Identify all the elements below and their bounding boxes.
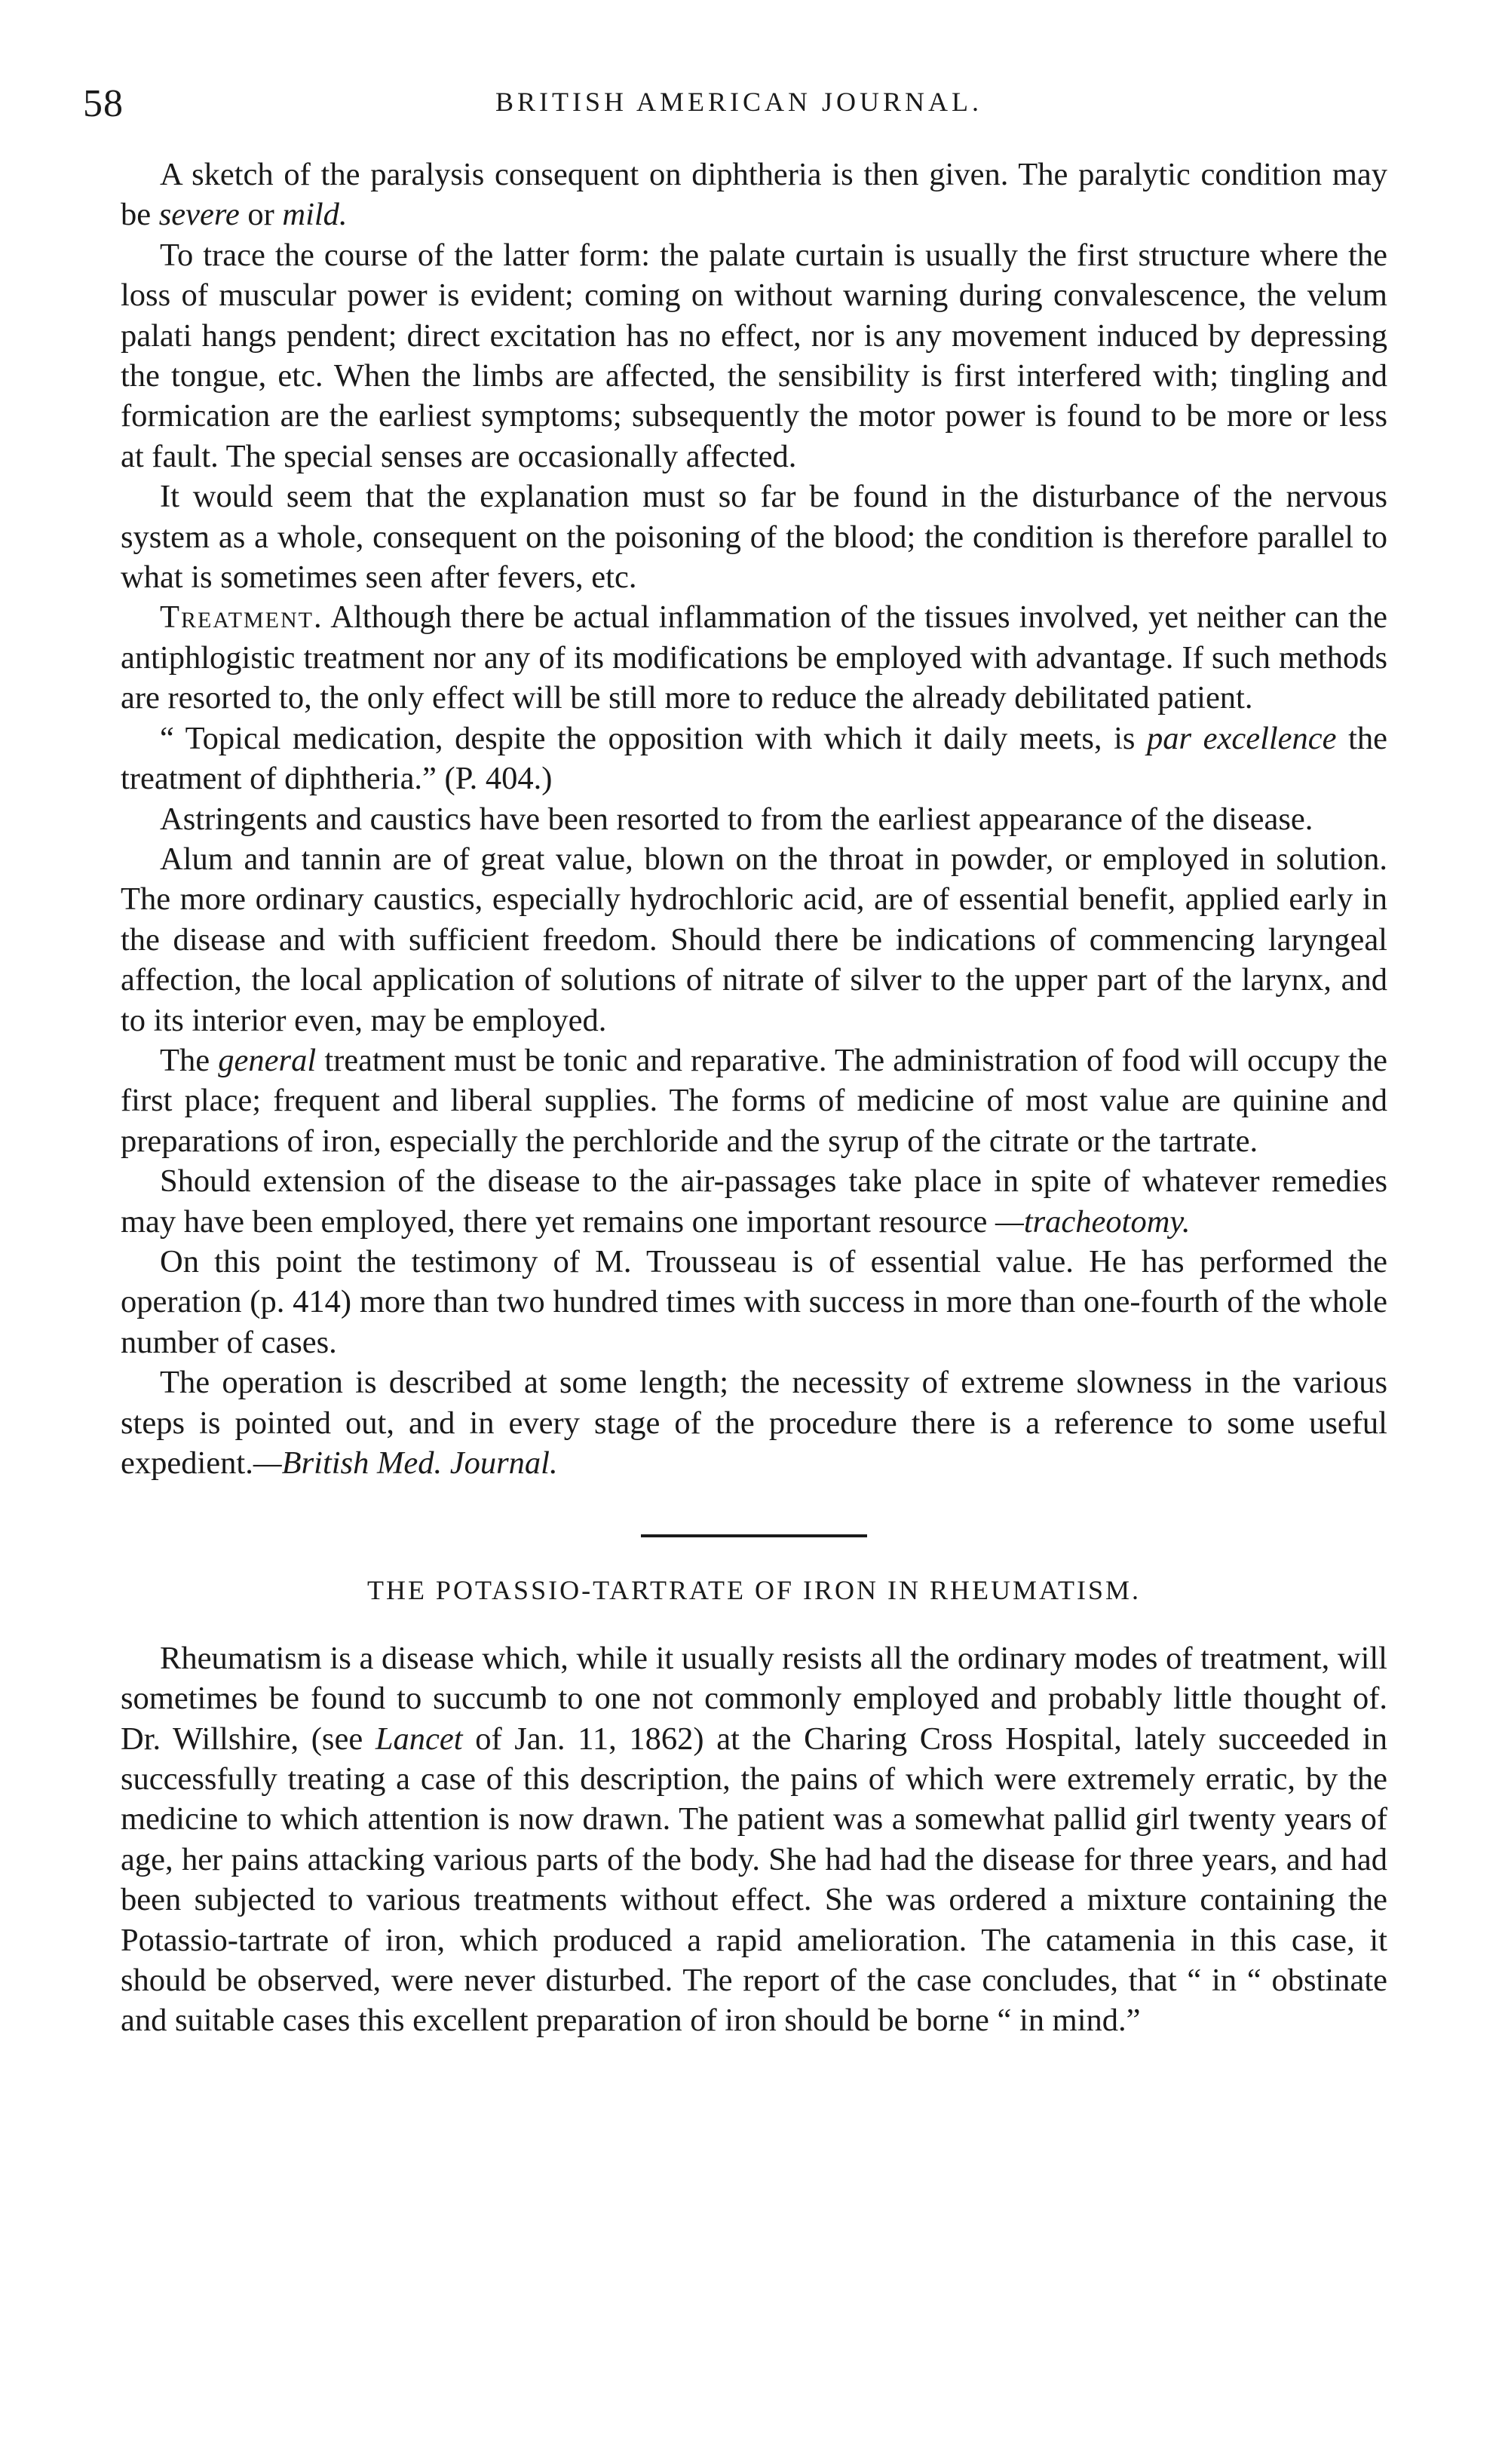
source-citation: —British Med. Journal. xyxy=(253,1445,558,1481)
section-divider xyxy=(641,1534,867,1537)
paragraph-operation: The operation is described at some length; the necessity of extreme slowness in the various steps is pointed out, and in every stage of the procedure there is a reference to some useful expedient.—British Med. Journal. xyxy=(121,1365,1387,1481)
paragraph-general-treatment: The general treatment must be tonic and reparative. The administration of food will occupy the first place; frequent and liberal supplies. The forms of medicine of most value are quinine and preparations of iron, especially the perchloride and the syrup of the citrate or the tartrate. xyxy=(121,1042,1387,1159)
running-head: BRITISH AMERICAN JOURNAL. xyxy=(495,87,983,117)
page-number: 58 xyxy=(83,82,124,125)
section-title: THE POTASSIO-TARTRATE OF IRON IN RHEUMATISM. xyxy=(366,1575,1142,1606)
page-header xyxy=(83,81,1395,134)
paragraph-trousseau: On this point the testimony of M. Trousseau is of essential value. He has performed the operation (p. 414) more than two hundred times with success in more than one-fourth of the whole number of cases. xyxy=(121,1243,1387,1360)
paragraph-topical-quote: “ Topical medication, despite the opposition with which it daily meets, is par excellence the treatment of diphtheria.” (P. 404.) xyxy=(121,720,1388,797)
paragraph-paralysis-intro: A sketch of the paralysis consequent on diphtheria is then given. The paralytic condition may be severe or mild. xyxy=(121,157,1387,233)
paragraph-nervous-system: It would seem that the explanation must so far be found in the disturbance of the nervous system as a whole, consequent on the poisoning of the blood; the condition is therefore parallel to what is sometimes seen after fevers, etc. xyxy=(121,479,1387,596)
treatment-heading: Treatment. xyxy=(160,599,323,636)
paragraph-alum-tannin: Alum and tannin are of great value, blown on the throat in powder, or employed in solution. The more ordinary caustics, especially hydrochloric acid, are of essential benefit, applied early in the disease and with sufficient freedom. Should there be indications of commencing laryngeal affection, the local application of solutions of nitrate of silver to the upper part of the larynx, and to its interior even, may be employed. xyxy=(121,841,1387,1038)
paragraph-rheumatism: Rheumatism is a disease which, while it usually resists all the ordinary modes of treatment, will sometimes be found to succumb to one not commonly employed and probably little thought of. Dr. Willshire, (see Lancet of Jan. 11, 1862) at the Charing Cross Hospital, lately succeeded in successfully treating a case of this description, the pains of which were extremely erratic, by the medicine to which attention is now drawn. The patient was a somewhat pallid girl twenty years of age, her pains attacking various parts of the body. She had had the disease for three years, and had been subjected to various treatments without effect. She was ordered a mixture containing the Potassio-tartrate of iron, which produced a rapid amelioration. The catamenia in this case, it should be observed, were never disturbed. The report of the case concludes, that “ in “ obstinate and suitable cases this excellent preparation of iron should be borne “ in mind.” xyxy=(121,1640,1387,2039)
article-body xyxy=(121,155,1387,2041)
paragraph-treatment: Treatment. Although there be actual inflammation of the tissues involved, yet neither can the antiphlogistic treatment nor any of its modifications be employed with advantage. If such methods are resorted to, the only effect will be still more to reduce the already debilitated patient. xyxy=(121,599,1387,716)
paragraph-mild-form-course: To trace the course of the latter form: the palate curtain is usually the first structure where the loss of muscular power is evident; coming on without warning during convalescence, the velum palati hangs pendent; direct excitation has no effect, nor is any movement induced by depressing the tongue, etc. When the limbs are affected, the sensibility is first interfered with; tingling and formication are the earliest symptoms; subsequently the motor power is found to be more or less at fault. The special senses are occasionally affected. xyxy=(121,237,1387,474)
paragraph-tracheotomy: Should extension of the disease to the air-passages take place in spite of whatever remedies may have been employed, there yet remains one important resource —tracheotomy. xyxy=(121,1163,1387,1240)
paragraph-astringents: Astringents and caustics have been resorted to from the earliest appearance of the disease. xyxy=(160,801,1313,837)
